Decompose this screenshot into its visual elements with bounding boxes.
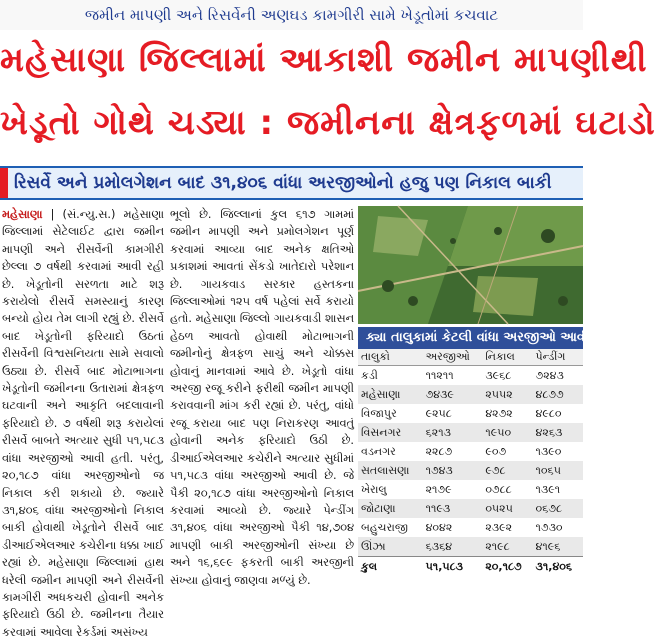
cell-disposed: ૨૧૯૮ <box>482 537 532 557</box>
cell-disposed: ૪૨૭૨ <box>485 406 513 420</box>
pending-applications-table <box>358 349 583 576</box>
table-row <box>358 404 583 423</box>
cell-pending: ૪૯૮૦ <box>535 406 562 420</box>
cell-pending: ૧૩૯૧ <box>535 482 561 496</box>
cell-taluka: સતલાસણા <box>358 461 423 480</box>
table-row <box>358 480 583 499</box>
cell-disposed: ૨૩૯૨ <box>485 520 513 534</box>
kicker: જમીન માપણી અને રિસર્વેની અણઘડ કામગીરી સામે ખેડૂતોમાં કચવાટ <box>0 0 583 30</box>
cell-applications: ૬૩૬૪ <box>423 537 483 557</box>
cell-taluka: વડનગર <box>361 444 396 458</box>
table-row <box>358 385 583 404</box>
article-column-2 <box>170 206 354 587</box>
table-header-row <box>358 349 583 366</box>
cell-applications: ૨૨૮૭ <box>425 444 453 458</box>
cell-applications: ૯૨૫૮ <box>425 406 452 420</box>
table-row <box>358 518 583 537</box>
cell-pending: ૪૨૬૩ <box>533 423 583 442</box>
cell-taluka: ખેરાલુ <box>361 482 387 496</box>
cell-disposed: ૯૦૭ <box>485 444 507 458</box>
cell-applications: ૨૧૭૯ <box>425 482 452 496</box>
cell-taluka: કડી <box>361 368 378 382</box>
header-taluka: તાલુકો <box>358 349 423 366</box>
dateline: મહેસાણા <box>2 208 43 221</box>
cell-pending: ૪૮૭૭ <box>533 385 583 404</box>
table-title: ક્યા તાલુકામાં કેટલી વાંધા અરજીઓ આવી ? <box>358 327 583 349</box>
cell-taluka: જોટાણા <box>358 499 423 518</box>
cell-pending: ૦૬૭૮ <box>533 499 583 518</box>
cell-applications: ૧૧૨૧૧ <box>425 368 454 382</box>
table-row <box>358 442 583 461</box>
cell-disposed: ૨૫૫૨ <box>482 385 532 404</box>
cell-pending: ૧૭૩૦ <box>535 520 563 534</box>
cell-applications: ૪૦૪૨ <box>425 520 453 534</box>
table-row <box>358 537 583 557</box>
cell-pending: ૭૨૪૩ <box>535 368 564 382</box>
cell-pending: ૩૧,૪૦૬ <box>533 557 583 577</box>
headline-line-2: ખેડૂતો ગોથે ચડ્યા : જમીનના ક્ષેત્રફળમાં ઘટાડો <box>0 103 656 143</box>
cell-taluka: કુલ <box>358 557 423 577</box>
aerial-farmland-photo <box>358 206 583 324</box>
table-total-row <box>358 557 583 577</box>
body-text-col2: ભૂલો છે. જિલ્લાનાં કુલ ૬૧૭ ગામમાં જમીન માપણી અને પ્રમોલગેશન પૂર્ણ કરવામાં આવ્યા બાદ અનેક ક્ષતિઓ પ્રકાશમાં આવતાં સેંકડો ખાતેદારો પરેશાન છે. ગાયકવાડ સરકાર હસ્તકના જિલ્લાઓમાં ૧૨૫ વર્ષ પહેલાં સર્વે કરાયો હતો. મહેસાણા જિલ્લો ગાયકવાડી શાસન હેઠળ આવતો હોવાથી મોટાભાગની જમીનોનું ક્ષેત્રફળ સાચું અને ચોક્કસ હોવાનું માનવામાં આવે છે. ખેડૂતો વાંધા અરજી રજૂ કરીને ફરીથી જમીન માપણી કરાવવાની માંગ કરી રહ્યાં છે. પરંતુ, વાંધો રજૂ કરાયા બાદ પણ નિરાકરણ આવતું હોવાની અનેક ફરિયાદો ઉઠી છે. ડીઆઈએલઆર કચેરીને અત્યાર સુધીમાં ૫૧,૫૮૩ વાંધા અરજીઓ આવી છે. જે પૈકી ૨૦,૧૮૭ વાંધા અરજીઓનો નિકાલ કરવામાં આવ્યો છે. જ્યારે પેન્ડીંગ ૩૧,૪૦૬ વાંધા અરજીઓ પૈકી ૧૪,૭૦૪ માપણી બાકી અરજીઓની સંખ્યા છે અને ૧૬,૬૯૯ ફકરતી બાકી અરજીની સંખ્યા હોવાનું જાણવા મળ્યું છે. <box>170 208 354 587</box>
cell-disposed: ૩૯૬૮ <box>485 368 512 382</box>
header-applications: અરજીઓ <box>423 349 483 366</box>
subdeck-accent-bar <box>0 168 8 198</box>
table-row <box>358 423 583 442</box>
cell-taluka: મહેસાણા <box>358 385 423 404</box>
cell-taluka: બહુચરાજી <box>361 520 408 534</box>
table-row <box>358 461 583 480</box>
cell-disposed: ૯૭૮ <box>482 461 532 480</box>
cell-applications: ૧૭૪૩ <box>423 461 483 480</box>
dateline-suffix: | (સં.ન્યુ.સ.) <box>50 208 116 221</box>
subdeck <box>0 166 583 200</box>
cell-applications: ૧૧૯૩ <box>423 499 483 518</box>
body-text-col1: મહેસાણા જિલ્લામાં સેટેલાઈટ દ્વારા જમીન માપણી અને રીસર્વેની કામગીરી છેલ્લા ૭ વર્ષથી કરવામાં આવી રહી છે. ખેડૂતોની સરળતા માટે શરૂ કરાયેલો રીસર્વે સમસ્યાનું કારણ બન્યો હોય તેમ લાગી રહ્યું છે. રીસર્વે બાદ ખેડૂતોની ફરિયાદો ઉઠતાં રીસર્વેની વિશ્વસનિયતા સામે સવાલો ઉઠ્યા છે. રીસર્વે બાદ મોટાભાગના ખેડૂતોની જમીનના ઉતારામાં ક્ષેત્રફળ ઘટવાની અને આકૃતિ બદલાવાની ફરિયાદો છે. ૭ વર્ષથી શરૂ કરાયેલાં રીસર્વે બાબતે અત્યાર સુધી ૫૧,૫૮૩ વાંધા અરજીઓ આવી હતી. પરંતુ, ૨૦,૧૮૭ વાંધા અરજીઓનો જ નિકાલ કરી શકાયો છે. જ્યારે ૩૧,૪૦૬ વાંધા અરજીઓનો નિકાલ બાકી હોવાથી ખેડૂતોને રીસર્વે બાદ ડીઆઈએલઆર કચેરીના ધક્કા ખાઈ રહ્યાં છે. મહેસાણા જિલ્લામાં હાથ ધરેલી જમીન માપણી અને રીસર્વેની કામગીરી અધકચરી હોવાની અનેક ફરિયાદો ઉઠી છે. જમીનના તૈયાર કરવામાં આવેલા રેકર્ડમાં અસંખ્ય <box>2 208 165 639</box>
subdeck-text: રિસર્વે અને પ્રમોલગેશન બાદ ૩૧,૪૦૬ વાંધા અરજીઓનો હજુ પણ નિકાલ બાકી <box>14 173 552 193</box>
header-pending: પેન્ડીંગ <box>533 349 583 366</box>
cell-applications: ૫૧,૫૮૩ <box>423 557 483 577</box>
cell-disposed: ૦૭૮૮ <box>485 482 512 496</box>
table-row <box>358 366 583 386</box>
cell-applications: ૭૪૩૯ <box>423 385 483 404</box>
cell-disposed: ૧૯૫૦ <box>482 423 532 442</box>
headline-line-1: મહેસાણા જિલ્લામાં આકાશી જમીન માપણીથી <box>0 40 648 80</box>
cell-taluka: વિસનગર <box>358 423 423 442</box>
cell-disposed: ૦૫૨૫ <box>482 499 532 518</box>
cell-applications: ૬૨૧૩ <box>423 423 483 442</box>
article-column-1 <box>2 206 165 639</box>
header-disposed: નિકાલ <box>482 349 532 366</box>
cell-taluka: ઊંઝા <box>358 537 423 557</box>
cell-taluka: વિજાપુર <box>361 406 397 420</box>
cell-pending: ૧૦૬૫ <box>533 461 583 480</box>
cell-pending: ૪૧૯૬ <box>533 537 583 557</box>
table-row <box>358 499 583 518</box>
cell-pending: ૧૩૯૦ <box>535 444 562 458</box>
cell-disposed: ૨૦,૧૮૭ <box>482 557 532 577</box>
